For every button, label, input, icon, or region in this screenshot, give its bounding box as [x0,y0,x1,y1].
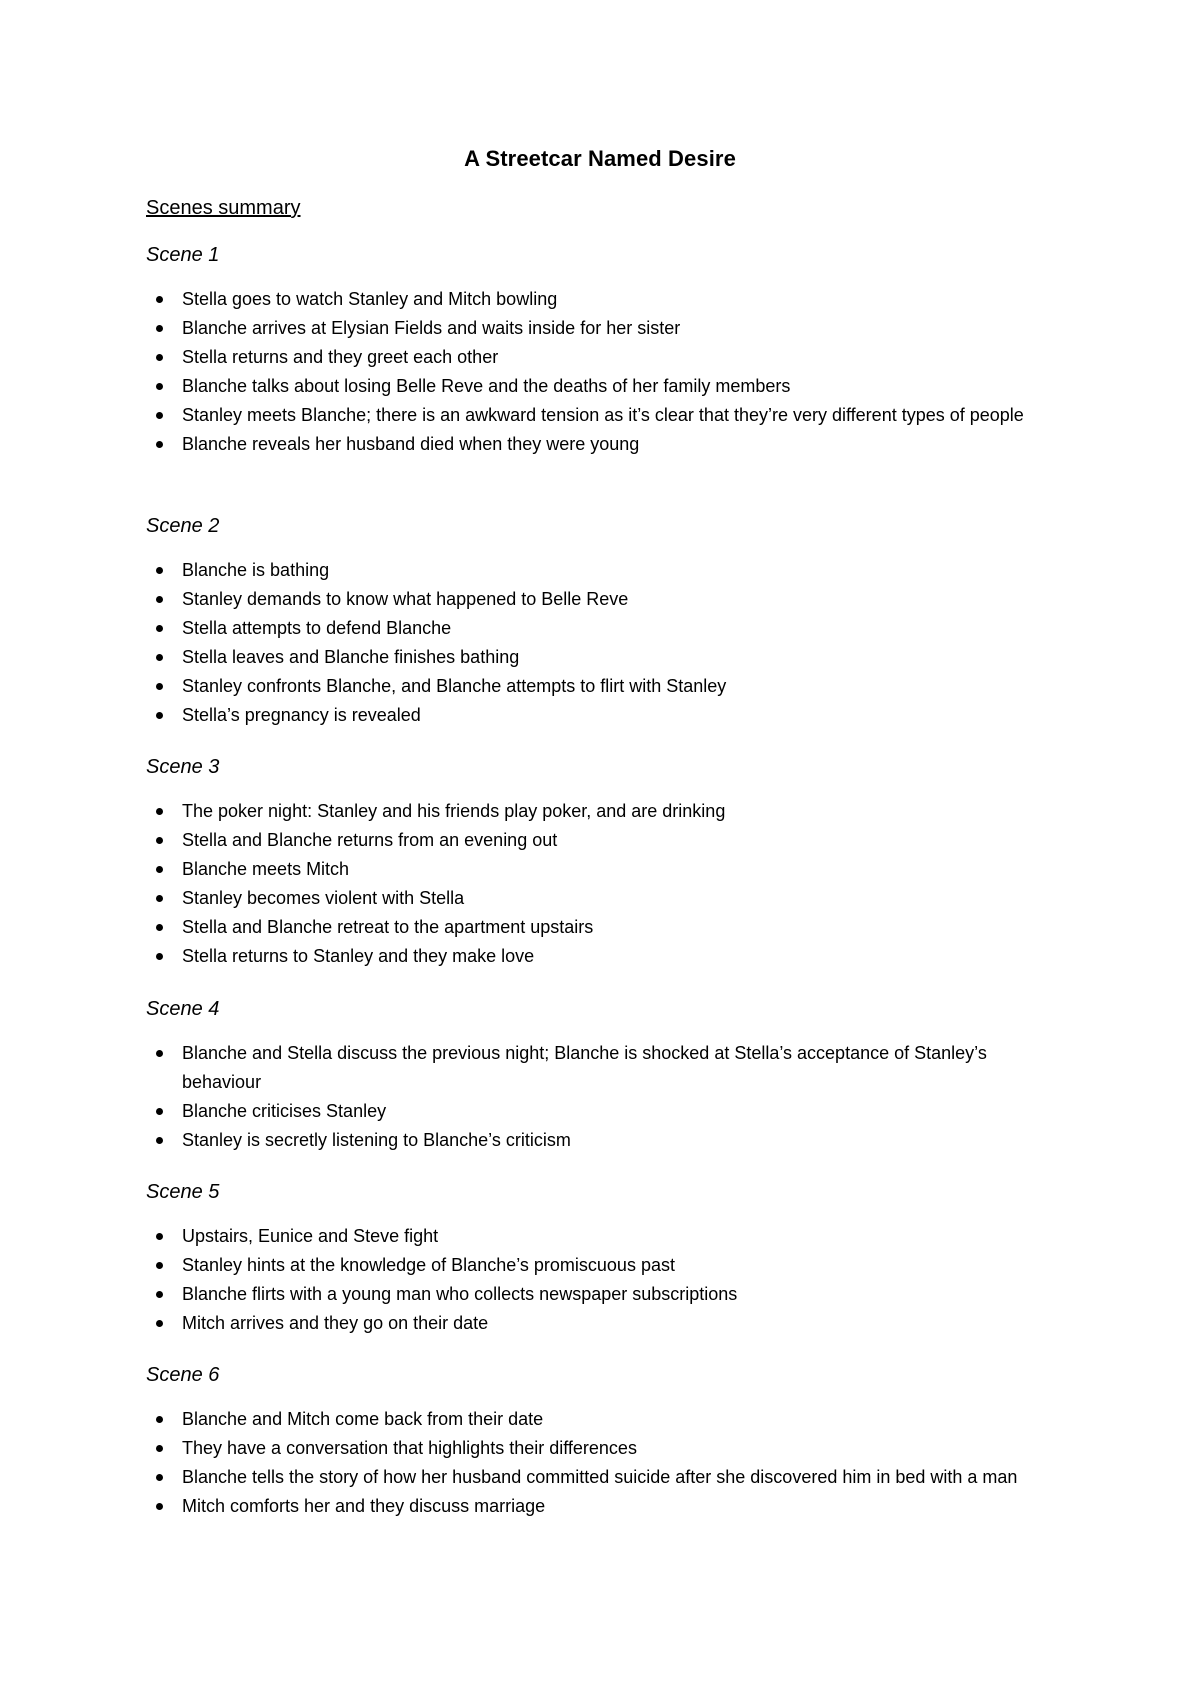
bullet-icon [156,1503,163,1510]
bullet-icon [156,808,163,815]
list-item-text: They have a conversation that highlights their differences [182,1438,637,1458]
bullet-icon [156,296,163,303]
scene-heading: Scene 4 [146,998,220,1020]
list-item-text: Blanche and Mitch come back from their date [182,1409,544,1429]
list-item-text: Blanche reveals her husband died when they were young [182,434,640,454]
scene-section-1 [146,243,1066,459]
list-item [146,672,1066,701]
scene-heading: Scene 3 [146,756,220,778]
list-item [146,1126,1066,1155]
bullet-icon [156,837,163,844]
document-subtitle: Scenes summary [146,197,301,219]
bullet-icon [156,1108,163,1115]
list-item [146,1405,1066,1434]
bullet-list [146,797,1066,971]
bullet-icon [156,325,163,332]
bullet-icon [156,625,163,632]
list-item-text: Blanche arrives at Elysian Fields and waits inside for her sister [182,318,681,338]
list-item-text: Blanche flirts with a young man who collects newspaper subscriptions [182,1284,738,1304]
list-item [146,913,1066,942]
bullet-icon [156,596,163,603]
bullet-list [146,285,1066,459]
list-item-text: The poker night: Stanley and his friends play poker, and are drinking [182,801,726,821]
bullet-list [146,1039,1066,1155]
list-item-text: Blanche criticises Stanley [182,1101,387,1121]
list-item [146,942,1066,971]
list-item [146,826,1066,855]
list-item-text: Stella attempts to defend Blanche [182,618,452,638]
list-item [146,643,1066,672]
bullet-icon [156,383,163,390]
list-item-text: Mitch arrives and they go on their date [182,1313,489,1333]
bullet-icon [156,354,163,361]
list-item-text: Stella and Blanche retreat to the apartment upstairs [182,917,594,937]
bullet-list [146,1405,1066,1521]
list-item [146,884,1066,913]
bullet-icon [156,1137,163,1144]
bullet-icon [156,1050,163,1057]
list-item [146,797,1066,826]
list-item [146,285,1066,314]
bullet-list [146,1222,1066,1338]
list-item-text: Stanley confronts Blanche, and Blanche attempts to flirt with Stanley [182,676,727,696]
list-item-text: Stella’s pregnancy is revealed [182,705,421,725]
list-item [146,1434,1066,1463]
bullet-icon [156,1320,163,1327]
list-item [146,701,1066,730]
list-item-text: Blanche is bathing [182,560,330,580]
bullet-icon [156,654,163,661]
scene-section-4 [146,997,1066,1155]
bullet-icon [156,866,163,873]
scene-heading: Scene 5 [146,1181,220,1203]
bullet-icon [156,953,163,960]
list-item [146,855,1066,884]
list-item [146,401,1066,430]
list-item-text: Mitch comforts her and they discuss marriage [182,1496,546,1516]
bullet-icon [156,1262,163,1269]
bullet-icon [156,1291,163,1298]
scene-heading: Scene 6 [146,1364,220,1386]
list-item [146,585,1066,614]
list-item-text: Stella and Blanche returns from an evening out [182,830,558,850]
list-item-text: Stella returns to Stanley and they make love [182,946,535,966]
list-item [146,556,1066,585]
list-item-text: Stanley is secretly listening to Blanche’s criticism [182,1130,571,1150]
list-item-text: Stanley becomes violent with Stella [182,888,465,908]
list-item-text: Blanche tells the story of how her husband committed suicide after she discovered him in bed with a man [182,1467,1018,1487]
list-item [146,1463,1066,1492]
list-item [146,343,1066,372]
list-item-text: Blanche talks about losing Belle Reve and the deaths of her family members [182,376,791,396]
scene-heading: Scene 1 [146,244,220,266]
bullet-icon [156,1416,163,1423]
scene-section-2 [146,514,1066,730]
list-item-text: Stella leaves and Blanche finishes bathing [182,647,520,667]
list-item-text: Blanche and Stella discuss the previous night; Blanche is shocked at Stella’s acceptance of Stanley’s behaviour [182,1043,987,1092]
bullet-icon [156,567,163,574]
list-item [146,372,1066,401]
list-item [146,1097,1066,1126]
list-item [146,614,1066,643]
list-item-text: Upstairs, Eunice and Steve fight [182,1226,439,1246]
scene-heading: Scene 2 [146,515,220,537]
bullet-icon [156,712,163,719]
scene-section-6 [146,1363,1066,1521]
list-item-text: Stella goes to watch Stanley and Mitch bowling [182,289,558,309]
list-item [146,1251,1066,1280]
bullet-icon [156,683,163,690]
list-item-text: Blanche meets Mitch [182,859,350,879]
list-item-text: Stella returns and they greet each other [182,347,499,367]
bullet-list [146,556,1066,730]
bullet-icon [156,412,163,419]
list-item [146,314,1066,343]
bullet-icon [156,441,163,448]
list-item-text: Stanley demands to know what happened to Belle Reve [182,589,629,609]
list-item [146,1309,1066,1338]
scene-section-3 [146,755,1066,971]
document-title: A Streetcar Named Desire [464,146,736,171]
list-item-text: Stanley hints at the knowledge of Blanche’s promiscuous past [182,1255,675,1275]
list-item [146,1492,1066,1521]
bullet-icon [156,1445,163,1452]
list-item [146,430,1066,459]
bullet-icon [156,1233,163,1240]
list-item [146,1039,1066,1097]
scene-section-5 [146,1180,1066,1338]
bullet-icon [156,895,163,902]
bullet-icon [156,1474,163,1481]
list-item-text: Stanley meets Blanche; there is an awkward tension as it’s clear that they’re very different types of people [182,405,1024,425]
list-item [146,1280,1066,1309]
bullet-icon [156,924,163,931]
list-item [146,1222,1066,1251]
